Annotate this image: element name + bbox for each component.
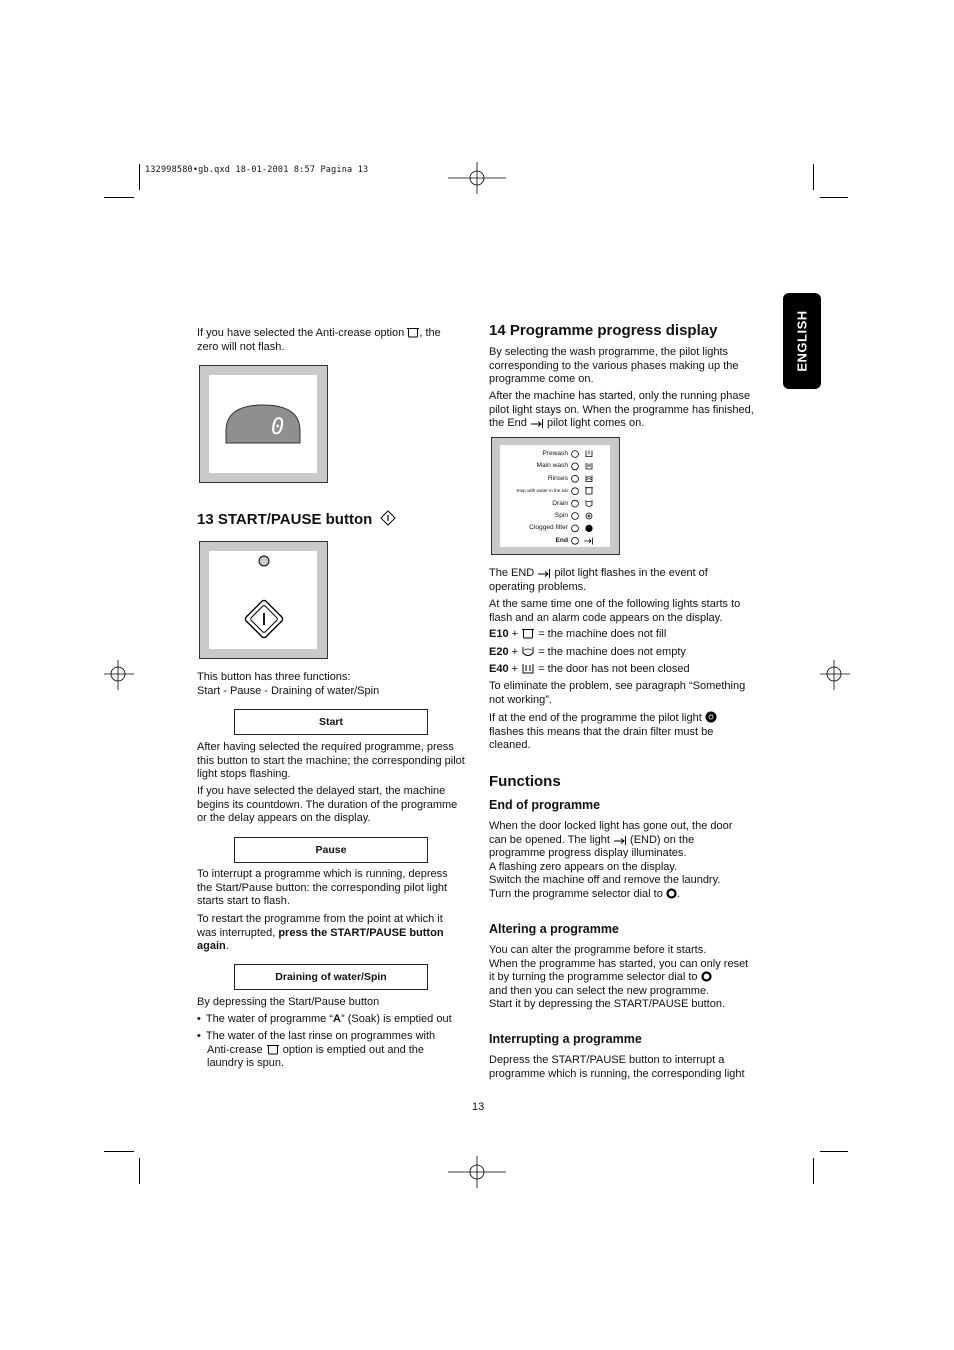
progress-paragraph-2: After the machine has started, only the running phase pilot light stays on. When the programme has finished, the End pilot light comes on. [489,390,754,430]
phase-label-clogged-filter: Clogged filter [529,524,568,532]
start-pause-panel [199,541,328,659]
phase-lights [570,448,606,548]
pause-paragraph-1: To interrupt a programme which is running, depress the Start/Pause button: the corresponding pilot light starts start to flash. [197,868,448,908]
anti-crease-icon [521,628,535,639]
interrupting-title: Interrupting a programme [489,1032,642,1046]
display-digit: 0 [271,415,285,440]
progress-display-panel [491,437,620,555]
progress-paragraph-1: By selecting the wash programme, the pilot lights corresponding to the various phases making up the programme come on. [489,346,739,386]
end-flashing-paragraph: The END pilot light flashes in the event of operating problems. [489,567,708,593]
anti-crease-icon [266,1044,280,1055]
section-14-title: 14 Programme progress display [489,322,718,339]
pause-paragraph-2: To restart the programme from the point at which it was interrupted, press the START/PAUSE button again. [197,913,444,953]
end-icon [530,418,544,428]
start-pause-button-drawing [209,551,317,649]
alarm-e40: E40 + = the door has not been closed [489,663,690,675]
start-paragraph-1: After having selected the required programme, press this button to start the machine; the corresponding pilot light stops flashing. [197,741,465,781]
progress-display [500,445,610,547]
language-label: ENGLISH [794,310,810,372]
pause-label-box: Pause [234,837,428,863]
filter-paragraph: If at the end of the programme the pilot light flashes this means that the drain filter must be cleaned. [489,711,754,753]
drain-filter-icon [705,711,717,723]
section-13-title: 13 START/PAUSE button [197,510,396,528]
registration-mark-top [448,162,506,194]
registration-mark-left [104,660,134,690]
phase-label-main-wash: Main wash [536,462,568,470]
functions-intro: This button has three functions: Start - Pause - Draining of water/Spin [197,671,380,697]
main-wash-icon [521,663,535,674]
bullet-soak: • The water of programme “A” (Soak) is emptied out [197,1013,452,1025]
phase-label-prewash: Prewash [542,450,568,457]
display-panel [199,365,328,483]
phase-label-end: End [555,536,568,544]
altering-text: You can alter the programme before it starts. When the programme has started, you can only reset it by turning the programme selector dial to and then you can select the new programme. Start it by depressing the START/PAUSE button. [489,944,749,1011]
eliminate-paragraph: To eliminate the problem, see paragraph “Something not working”. [489,680,746,706]
phase-label-spin: Spin [554,512,568,520]
phase-label-drain: Drain [552,499,568,507]
altering-title: Altering a programme [489,922,619,936]
dial-zero-icon [666,888,677,899]
registration-mark-bottom [448,1156,506,1188]
end-of-programme-title: End of programme [489,798,601,812]
bullet-anti-crease: • The water of the last rinse on programmes with Anti-crease option is emptied out and the laundry is spun. [197,1030,436,1070]
interrupting-text: Depress the START/PAUSE button to interrupt a programme which is running, the corresponding light [489,1054,745,1080]
phase-labels [500,448,568,547]
dial-zero-icon [701,971,712,982]
file-info: 132998580•gb.qxd 18-01-2001 8:57 Pagina 13 [145,165,369,175]
start-pause-icon [380,510,396,526]
alarm-e10: E10 + = the machine does not fill [489,628,667,640]
alarm-e20: E20 + = the machine does not empty [489,646,686,658]
end-icon [537,568,551,578]
alarm-paragraph: At the same time one of the following lights starts to flash and an alarm code appears on the display. [489,598,741,624]
drain-label-box: Draining of water/Spin [234,964,428,990]
end-icon [613,835,627,845]
end-of-programme-text: When the door locked light has gone out, the door can be opened. The light (END) on the programme progress display illuminates. A flashing zero appears on the display. Switch the machine off and remove the laundry. Turn the programme selector dial to . [489,820,733,900]
phase-label-stop-water: Stop with water in the tub [516,488,568,494]
display-window [209,375,317,473]
functions-title: Functions [489,773,561,790]
language-tab [783,293,821,389]
intro-text: If you have selected the Anti-crease option , the zero will not flash. [197,327,441,353]
anti-crease-icon [407,327,419,338]
phase-label-rinses: Rinses [547,474,568,482]
drain-icon [521,646,535,657]
registration-mark-right [820,660,850,690]
page-number: 13 [472,1101,485,1113]
start-paragraph-2: If you have selected the delayed start, the machine begins its countdown. The duration of the programme or the delay appears on the display. [197,785,458,825]
drain-paragraph: By depressing the Start/Pause button [197,996,380,1008]
start-label-box: Start [234,709,428,735]
filter-icon [585,525,592,532]
